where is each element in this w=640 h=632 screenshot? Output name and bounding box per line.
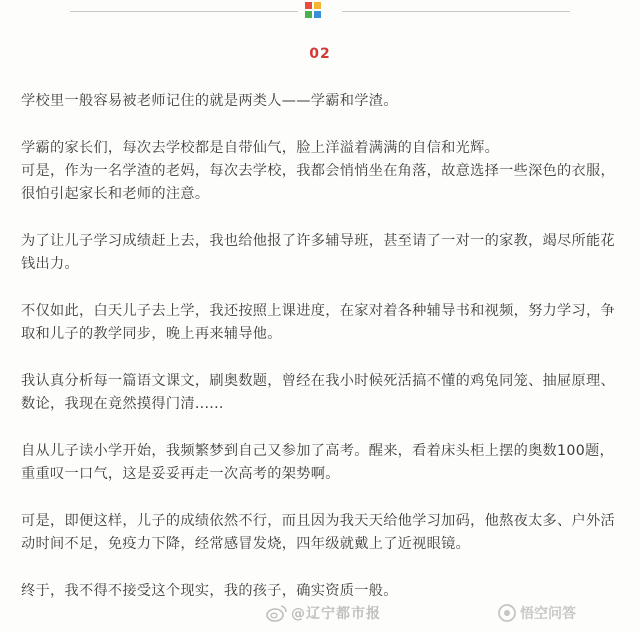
paragraph: 不仅如此，白天儿子去上学，我还按照上课进度，在家对着各种辅导书和视频，努力学习，争 取和儿子的教学同步，晚上再来辅导他。 xyxy=(21,303,615,342)
weibo-icon xyxy=(266,604,288,622)
wukong-logo-icon xyxy=(497,603,517,623)
paragraph: 可是，即便这样，儿子的成绩依然不行，而且因为我天天给他学习加码，他熬夜太多、户外活 动时间不足，免疫力下降，经常感冒发烧，四年级就戴上了近视眼镜。 xyxy=(21,513,615,552)
wukong-text: 悟空问答 xyxy=(520,606,576,622)
section-number: 02 xyxy=(309,46,331,62)
paragraph: 学霸的家长们，每次去学校都是自带仙气，脸上洋溢着满满的自信和光辉。 可是，作为一名学渣的老妈，每次去学校，我都会悄悄坐在角落，故意选择一些深色的衣服， 很怕引起家长和老师的注意。 xyxy=(21,140,615,202)
article-body xyxy=(21,90,621,627)
paragraph: 学校里一般容易被老师记住的就是两类人——学霸和学渣。 xyxy=(21,93,398,109)
divider-line-left xyxy=(70,11,298,12)
paragraph: 为了让儿子学习成绩赶上去，我也给他报了许多辅导班，甚至请了一对一的家教，竭尽所能花 钱出力。 xyxy=(21,233,615,272)
wukong-watermark xyxy=(497,601,576,625)
paragraph: 我认真分析每一篇语文课文，刷奥数题，曾经在我小时候死活搞不懂的鸡兔同笼、抽屉原理、 数论，我现在竟然摸得门清...... xyxy=(21,373,615,412)
paragraph: 自从儿子读小学开始，我频繁梦到自己又参加了高考。醒来，看着床头柜上摆的奥数100题， 重重叹一口气，这是妥妥再走一次高考的架势啊。 xyxy=(21,443,614,482)
weibo-account-text: @辽宁都市报 xyxy=(291,606,381,622)
weibo-watermark xyxy=(266,601,381,625)
divider-line-right xyxy=(342,11,570,12)
paragraph: 终于，我不得不接受这个现实，我的孩子，确实资质一般。 xyxy=(21,583,398,599)
colorful-squares-icon xyxy=(305,2,321,18)
